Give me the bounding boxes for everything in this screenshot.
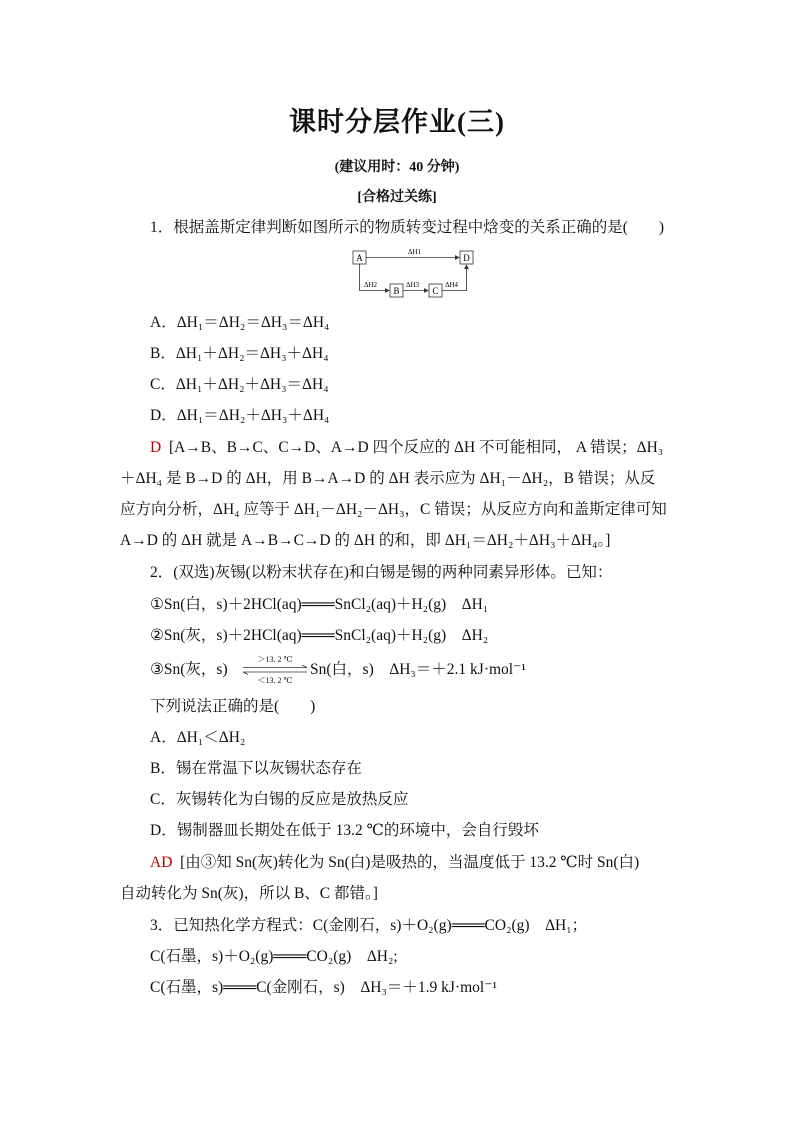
q2-option-b: B．锡在常温下以灰锡状态存在 [150, 760, 362, 777]
q3-equation-3: C(石墨，s)═══C(金刚石，s) ΔH₃＝＋1.9 kJ·mol⁻¹ [150, 979, 498, 996]
node-c [429, 284, 442, 297]
q1-option-a: A．ΔH₁＝ΔH₂＝ΔH₃＝ΔH₄ [150, 314, 330, 331]
q2-equation-3-arrows [241, 654, 309, 684]
label-dh2: ΔH2 [364, 281, 378, 289]
q2-prompt: 下列说法正确的是( ) [150, 698, 316, 715]
q1-explanation-4: A→D 的 ΔH 就是 A→B→C→D 的 ΔH 的和，即 ΔH₁＝ΔH₂＋ΔH₃＋ΔH₄。] [120, 532, 611, 549]
q2-option-d: D．锡制器皿长期处在低于 13.2 ℃的环境中，会自行毁坏 [150, 822, 539, 839]
q2-equation-2: ②Sn(灰，s)＋2HCl(aq)═══SnCl₂(aq)＋H₂(g) ΔH₂ [150, 627, 489, 644]
q3-stem: 3．已知热化学方程式：C(金刚石，s)＋O₂(g)═══CO₂(g) ΔH₁； [150, 917, 588, 934]
q1-option-c: C．ΔH₁＋ΔH₂＋ΔH₃＝ΔH₄ [150, 376, 329, 393]
condition-below: ＜13. 2 ℃ [257, 676, 293, 685]
section-heading: [合格过关练] [357, 190, 437, 205]
q2-equation-3-left: ③Sn(灰，s) [150, 661, 228, 678]
q2-explanation-2: 自动转化为 Sn(灰)，所以 B、C 都错。] [120, 885, 378, 902]
condition-above: ＞13. 2 ℃ [257, 655, 293, 664]
label-dh4: ΔH4 [445, 281, 459, 289]
node-d [460, 251, 473, 264]
label-dh1: ΔH1 [408, 248, 422, 256]
reversible-arrows-icon [241, 665, 309, 675]
q3-equation-2: C(石墨，s)＋O₂(g)═══CO₂(g) ΔH₂; [150, 948, 398, 965]
q1-option-d: D．ΔH₁＝ΔH₂＋ΔH₃＋ΔH₄ [150, 407, 330, 424]
q2-equation-3-right: Sn(白，s) ΔH₃＝＋2.1 kJ·mol⁻¹ [310, 661, 526, 678]
node-a [353, 251, 366, 264]
q1-answer-line [150, 438, 663, 458]
q1-explanation-3: 应方向分析，ΔH₄ 应等于 ΔH₁－ΔH₂－ΔH₃，C 错误；从反应方向和盖斯定律可知 [120, 501, 667, 518]
q1-diagram [350, 246, 490, 302]
node-b-label: B [393, 286, 400, 296]
q2-answer-line [150, 853, 639, 873]
q2-equation-1: ①Sn(白，s)＋2HCl(aq)═══SnCl₂(aq)＋H₂(g) ΔH₁ [150, 596, 489, 613]
q1-explanation-2: ＋ΔH₄ 是 B→D 的 ΔH，用 B→A→D 的 ΔH 表示应为 ΔH₁－ΔH₂，B 错误；从反 [120, 470, 656, 487]
q1-answer: D [150, 439, 162, 456]
q2-option-a: A．ΔH₁＜ΔH₂ [150, 729, 246, 746]
q2-explanation-1: [由③知 Sn(灰)转化为 Sn(白)是吸热的，当温度低于 13.2 ℃时 Sn(白) [180, 854, 640, 871]
q1-explanation-1: [A→B、B→C、C→D、A→D 四个反应的 ΔH 不可能相同， A 错误；ΔH₃ [168, 439, 664, 456]
q2-stem: 2．(双选)灰锡(以粉末状存在)和白锡是锡的两种同素异形体。已知： [150, 564, 613, 581]
node-a-label: A [356, 253, 363, 263]
q1-option-b: B．ΔH₁＋ΔH₂＝ΔH₃＋ΔH₄ [150, 345, 329, 362]
node-b [390, 284, 403, 297]
node-d-label: D [463, 253, 470, 263]
q1-stem: 1．根据盖斯定律判断如图所示的物质转变过程中焓变的关系正确的是( ) [150, 219, 665, 236]
q2-answer: AD [150, 854, 173, 871]
page-title: 课时分层作业(三) [289, 107, 505, 137]
node-c-label: C [432, 286, 439, 296]
q2-option-c: C．灰锡转化为白锡的反应是放热反应 [150, 791, 409, 808]
suggested-time: (建议用时：40 分钟) [334, 160, 460, 175]
label-dh3: ΔH3 [406, 281, 420, 289]
